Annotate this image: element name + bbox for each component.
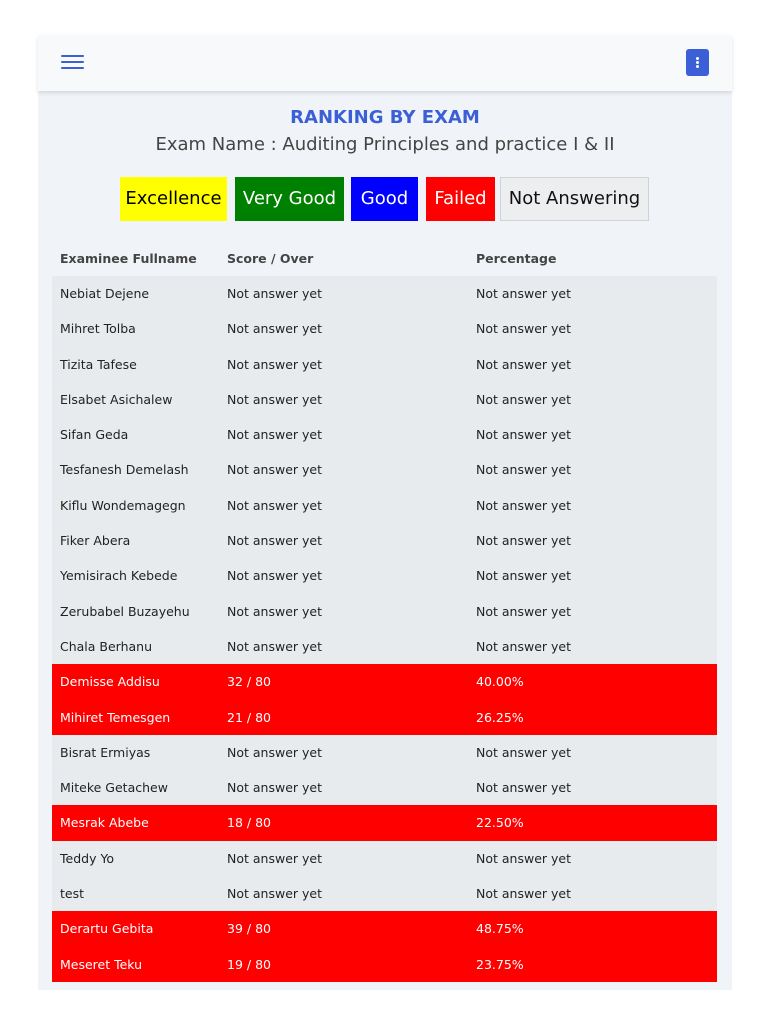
legend-not-answering: Not Answering	[500, 177, 649, 221]
percentage-cell: Not answer yet	[476, 427, 571, 443]
examinee-name: Chala Berhanu	[60, 638, 153, 654]
examinee-name: Fiker Abera	[60, 533, 131, 549]
examinee-name: Mihret Tolba	[60, 321, 136, 337]
percentage-cell: 48.75%	[476, 921, 524, 937]
legend-failed: Failed	[426, 177, 495, 221]
score-cell: 18 / 80	[227, 815, 271, 831]
percentage-cell: Not answer yet	[476, 533, 571, 549]
score-cell: Not answer yet	[227, 286, 322, 301]
score-cell: Not answer yet	[227, 462, 322, 478]
table-row	[52, 558, 717, 593]
examinee-name: Tizita Tafese	[60, 356, 137, 372]
table-row	[52, 488, 717, 523]
page-title: RANKING BY EXAM	[290, 107, 480, 128]
percentage-cell: Not answer yet	[476, 603, 571, 619]
page-container	[38, 35, 732, 990]
percentage-cell: Not answer yet	[476, 497, 571, 513]
table-body	[52, 276, 717, 982]
table-row	[52, 770, 717, 805]
examinee-name: Tesfanesh Demelash	[60, 462, 189, 478]
score-cell: 32 / 80	[227, 674, 271, 690]
top-navbar	[38, 35, 732, 91]
ranking-table	[52, 240, 717, 982]
percentage-cell: Not answer yet	[476, 356, 571, 372]
header-percentage: Percentage	[476, 251, 557, 266]
table-row	[52, 452, 717, 487]
table-row	[52, 629, 717, 664]
score-cell: Not answer yet	[227, 568, 322, 584]
legend-excellence: Excellence	[120, 177, 227, 221]
score-cell: 21 / 80	[227, 709, 271, 725]
hamburger-menu-icon[interactable]	[61, 53, 84, 71]
examinee-name: Sifan Geda	[60, 427, 129, 443]
score-cell: Not answer yet	[227, 533, 322, 549]
percentage-cell: Not answer yet	[476, 780, 571, 796]
legend-good: Good	[351, 177, 418, 221]
percentage-cell: Not answer yet	[476, 850, 571, 866]
table-row	[52, 417, 717, 452]
table-row	[52, 594, 717, 629]
table-row	[52, 735, 717, 770]
examinee-name: Miteke Getachew	[60, 780, 168, 796]
examinee-name: Elsabet Asichalew	[60, 391, 173, 407]
table-row	[52, 876, 717, 911]
percentage-cell: 26.25%	[476, 709, 524, 725]
table-row	[52, 311, 717, 346]
score-cell: 19 / 80	[227, 956, 271, 972]
score-cell: Not answer yet	[227, 850, 322, 866]
score-cell: Not answer yet	[227, 638, 322, 654]
percentage-cell: Not answer yet	[476, 321, 571, 337]
examinee-name: Meseret Teku	[60, 956, 143, 972]
score-cell: Not answer yet	[227, 497, 322, 513]
table-row	[52, 841, 717, 876]
table-row	[52, 523, 717, 558]
examinee-name: test	[60, 886, 85, 902]
table-row	[52, 805, 717, 840]
score-cell: Not answer yet	[227, 321, 322, 337]
table-row	[52, 947, 717, 982]
score-cell: Not answer yet	[227, 391, 322, 407]
examinee-name: Zerubabel Buzayehu	[60, 603, 190, 619]
kebab-vertical-icon[interactable]	[686, 49, 709, 76]
examinee-name: Derartu Gebita	[60, 921, 154, 937]
table-header	[52, 240, 717, 276]
score-cell: Not answer yet	[227, 744, 322, 760]
examinee-name: Demisse Addisu	[60, 674, 160, 690]
examinee-name: Bisrat Ermiyas	[60, 744, 151, 760]
score-cell: Not answer yet	[227, 780, 322, 796]
table-row	[52, 911, 717, 946]
percentage-cell: Not answer yet	[476, 391, 571, 407]
percentage-cell: Not answer yet	[476, 638, 571, 654]
exam-name: Exam Name : Auditing Principles and practice I & II	[155, 134, 615, 155]
percentage-cell: Not answer yet	[476, 744, 571, 760]
examinee-name: Kiflu Wondemagegn	[60, 497, 186, 513]
legend-very-good: Very Good	[235, 177, 344, 221]
percentage-cell: Not answer yet	[476, 568, 571, 584]
percentage-cell: Not answer yet	[476, 286, 571, 301]
examinee-name: Mesrak Abebe	[60, 815, 149, 831]
table-row	[52, 700, 717, 735]
score-cell: 39 / 80	[227, 921, 271, 937]
percentage-cell: 22.50%	[476, 815, 524, 831]
examinee-name: Nebiat Dejene	[60, 286, 150, 301]
percentage-cell: 23.75%	[476, 956, 524, 972]
table-row	[52, 347, 717, 382]
score-cell: Not answer yet	[227, 356, 322, 372]
header-fullname: Examinee Fullname	[60, 251, 197, 266]
score-cell: Not answer yet	[227, 603, 322, 619]
table-row	[52, 276, 717, 311]
examinee-name: Yemisirach Kebede	[60, 568, 178, 584]
examinee-name: Mihiret Temesgen	[60, 709, 171, 725]
table-row	[52, 664, 717, 699]
table-row	[52, 382, 717, 417]
percentage-cell: 40.00%	[476, 674, 524, 690]
score-cell: Not answer yet	[227, 427, 322, 443]
header-score: Score / Over	[227, 251, 314, 266]
percentage-cell: Not answer yet	[476, 886, 571, 902]
examinee-name: Teddy Yo	[60, 850, 115, 866]
percentage-cell: Not answer yet	[476, 462, 571, 478]
score-cell: Not answer yet	[227, 886, 322, 902]
